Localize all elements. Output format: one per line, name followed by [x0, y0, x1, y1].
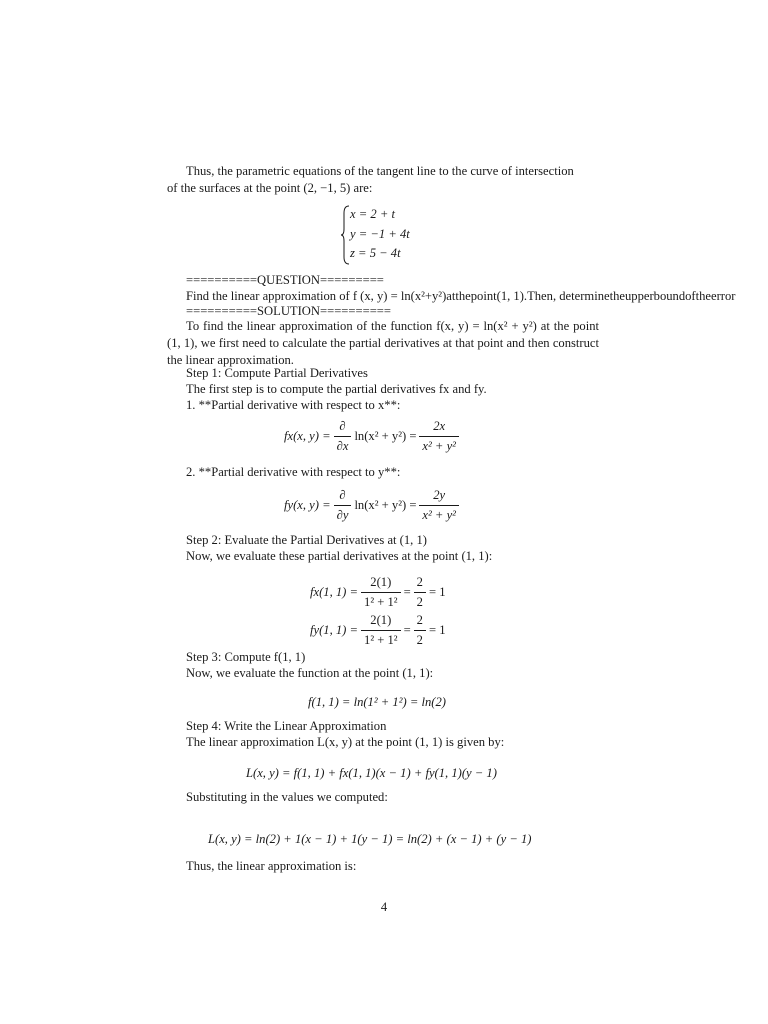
step1-text: The first step is to compute the partial derivatives fx and fy.	[186, 382, 487, 396]
step2-title: Step 2: Evaluate the Partial Derivatives at (1, 1)	[186, 533, 427, 547]
fy-eval-eq-sign: =	[403, 623, 411, 637]
fy-eval-frac2	[414, 612, 426, 649]
step4-title: Step 4: Write the Linear Approximation	[186, 719, 387, 733]
fx-eval-d1: 1² + 1²	[361, 592, 401, 611]
fx-lhs: fx(x, y) =	[284, 429, 331, 443]
fy-eval-end: = 1	[428, 623, 446, 637]
left-brace-icon	[340, 205, 350, 265]
fx-eval-n1: 2(1)	[370, 575, 392, 589]
fx-mid: ln(x² + y²) =	[354, 429, 417, 443]
step2-text: Now, we evaluate these partial derivatives at the point (1, 1):	[186, 549, 493, 563]
step1-item2: 2. **Partial derivative with respect to y**:	[186, 465, 401, 479]
fx-eval-d2: 2	[414, 592, 426, 611]
fy-eval-lhs: fy(1, 1) =	[310, 623, 359, 637]
fx-derivative-equation	[284, 418, 462, 455]
fx-result-fraction	[419, 418, 459, 455]
substituting-text: Substituting in the values we computed:	[186, 790, 388, 804]
intro-line-1: Thus, the parametric equations of the tangent line to the curve of intersection	[186, 164, 574, 178]
fx-result-num: 2x	[433, 419, 446, 433]
system-eq-x: x = 2 + t	[350, 207, 395, 221]
partial-y-fraction	[334, 487, 352, 524]
system-eq-z: z = 5 − 4t	[350, 246, 401, 260]
page-number: 4	[380, 900, 388, 914]
fx-eval-equation	[310, 574, 446, 611]
system-eq-y: y = −1 + 4t	[350, 227, 410, 241]
fy-eval-n1: 2(1)	[370, 613, 392, 627]
fy-lhs: fy(x, y) =	[284, 498, 331, 512]
fy-result-num: 2y	[433, 488, 446, 502]
question-header: ==========QUESTION=========	[186, 273, 384, 287]
fx-result-den: x² + y²	[419, 436, 459, 455]
conclusion-text: Thus, the linear approximation is:	[186, 859, 357, 873]
fx-eval-n2: 2	[416, 575, 423, 589]
step3-equation: f(1, 1) = ln(1² + 1²) = ln(2)	[308, 695, 446, 709]
fy-eval-equation	[310, 612, 446, 649]
solution-intro: To find the linear approximation of the function f(x, y) = ln(x² + y²) at the point (1, 1), we first need to calculate the partial derivatives at that point and then construct the linear approximation.	[167, 319, 599, 367]
fy-result-den: x² + y²	[419, 505, 459, 524]
fy-eval-d1: 1² + 1²	[361, 630, 401, 649]
fy-mid: ln(x² + y²) =	[354, 498, 417, 512]
step4-equation: L(x, y) = f(1, 1) + fx(1, 1)(x − 1) + fy(1, 1)(y − 1)	[246, 766, 497, 780]
step3-title: Step 3: Compute f(1, 1)	[186, 650, 306, 664]
fy-result-fraction	[419, 487, 459, 524]
final-equation: L(x, y) = ln(2) + 1(x − 1) + 1(y − 1) = ln(2) + (x − 1) + (y − 1)	[208, 832, 532, 846]
step1-item1: 1. **Partial derivative with respect to x**:	[186, 398, 401, 412]
partial-y-den: ∂y	[334, 505, 352, 524]
partial-x-fraction	[334, 418, 352, 455]
fy-derivative-equation	[284, 487, 462, 524]
fx-eval-eq-sign: =	[403, 585, 411, 599]
fx-eval-end: = 1	[428, 585, 446, 599]
solution-header: ==========SOLUTION==========	[186, 304, 392, 318]
partial-y-num: ∂	[339, 488, 346, 502]
fx-eval-frac1	[361, 574, 401, 611]
step1-title: Step 1: Compute Partial Derivatives	[186, 366, 368, 380]
partial-x-num: ∂	[339, 419, 346, 433]
fx-eval-frac2	[414, 574, 426, 611]
fx-eval-lhs: fx(1, 1) =	[310, 585, 359, 599]
fy-eval-frac1	[361, 612, 401, 649]
step3-text: Now, we evaluate the function at the point (1, 1):	[186, 666, 434, 680]
fy-eval-d2: 2	[414, 630, 426, 649]
question-text: Find the linear approximation of f (x, y) = ln(x²+y²)atthepoint(1, 1).Then, determinetheupperboundoftheerror	[186, 289, 736, 303]
fy-eval-n2: 2	[416, 613, 423, 627]
intro-line-2: of the surfaces at the point (2, −1, 5) are:	[167, 181, 373, 195]
partial-x-den: ∂x	[334, 436, 352, 455]
step4-text: The linear approximation L(x, y) at the point (1, 1) is given by:	[186, 735, 505, 749]
